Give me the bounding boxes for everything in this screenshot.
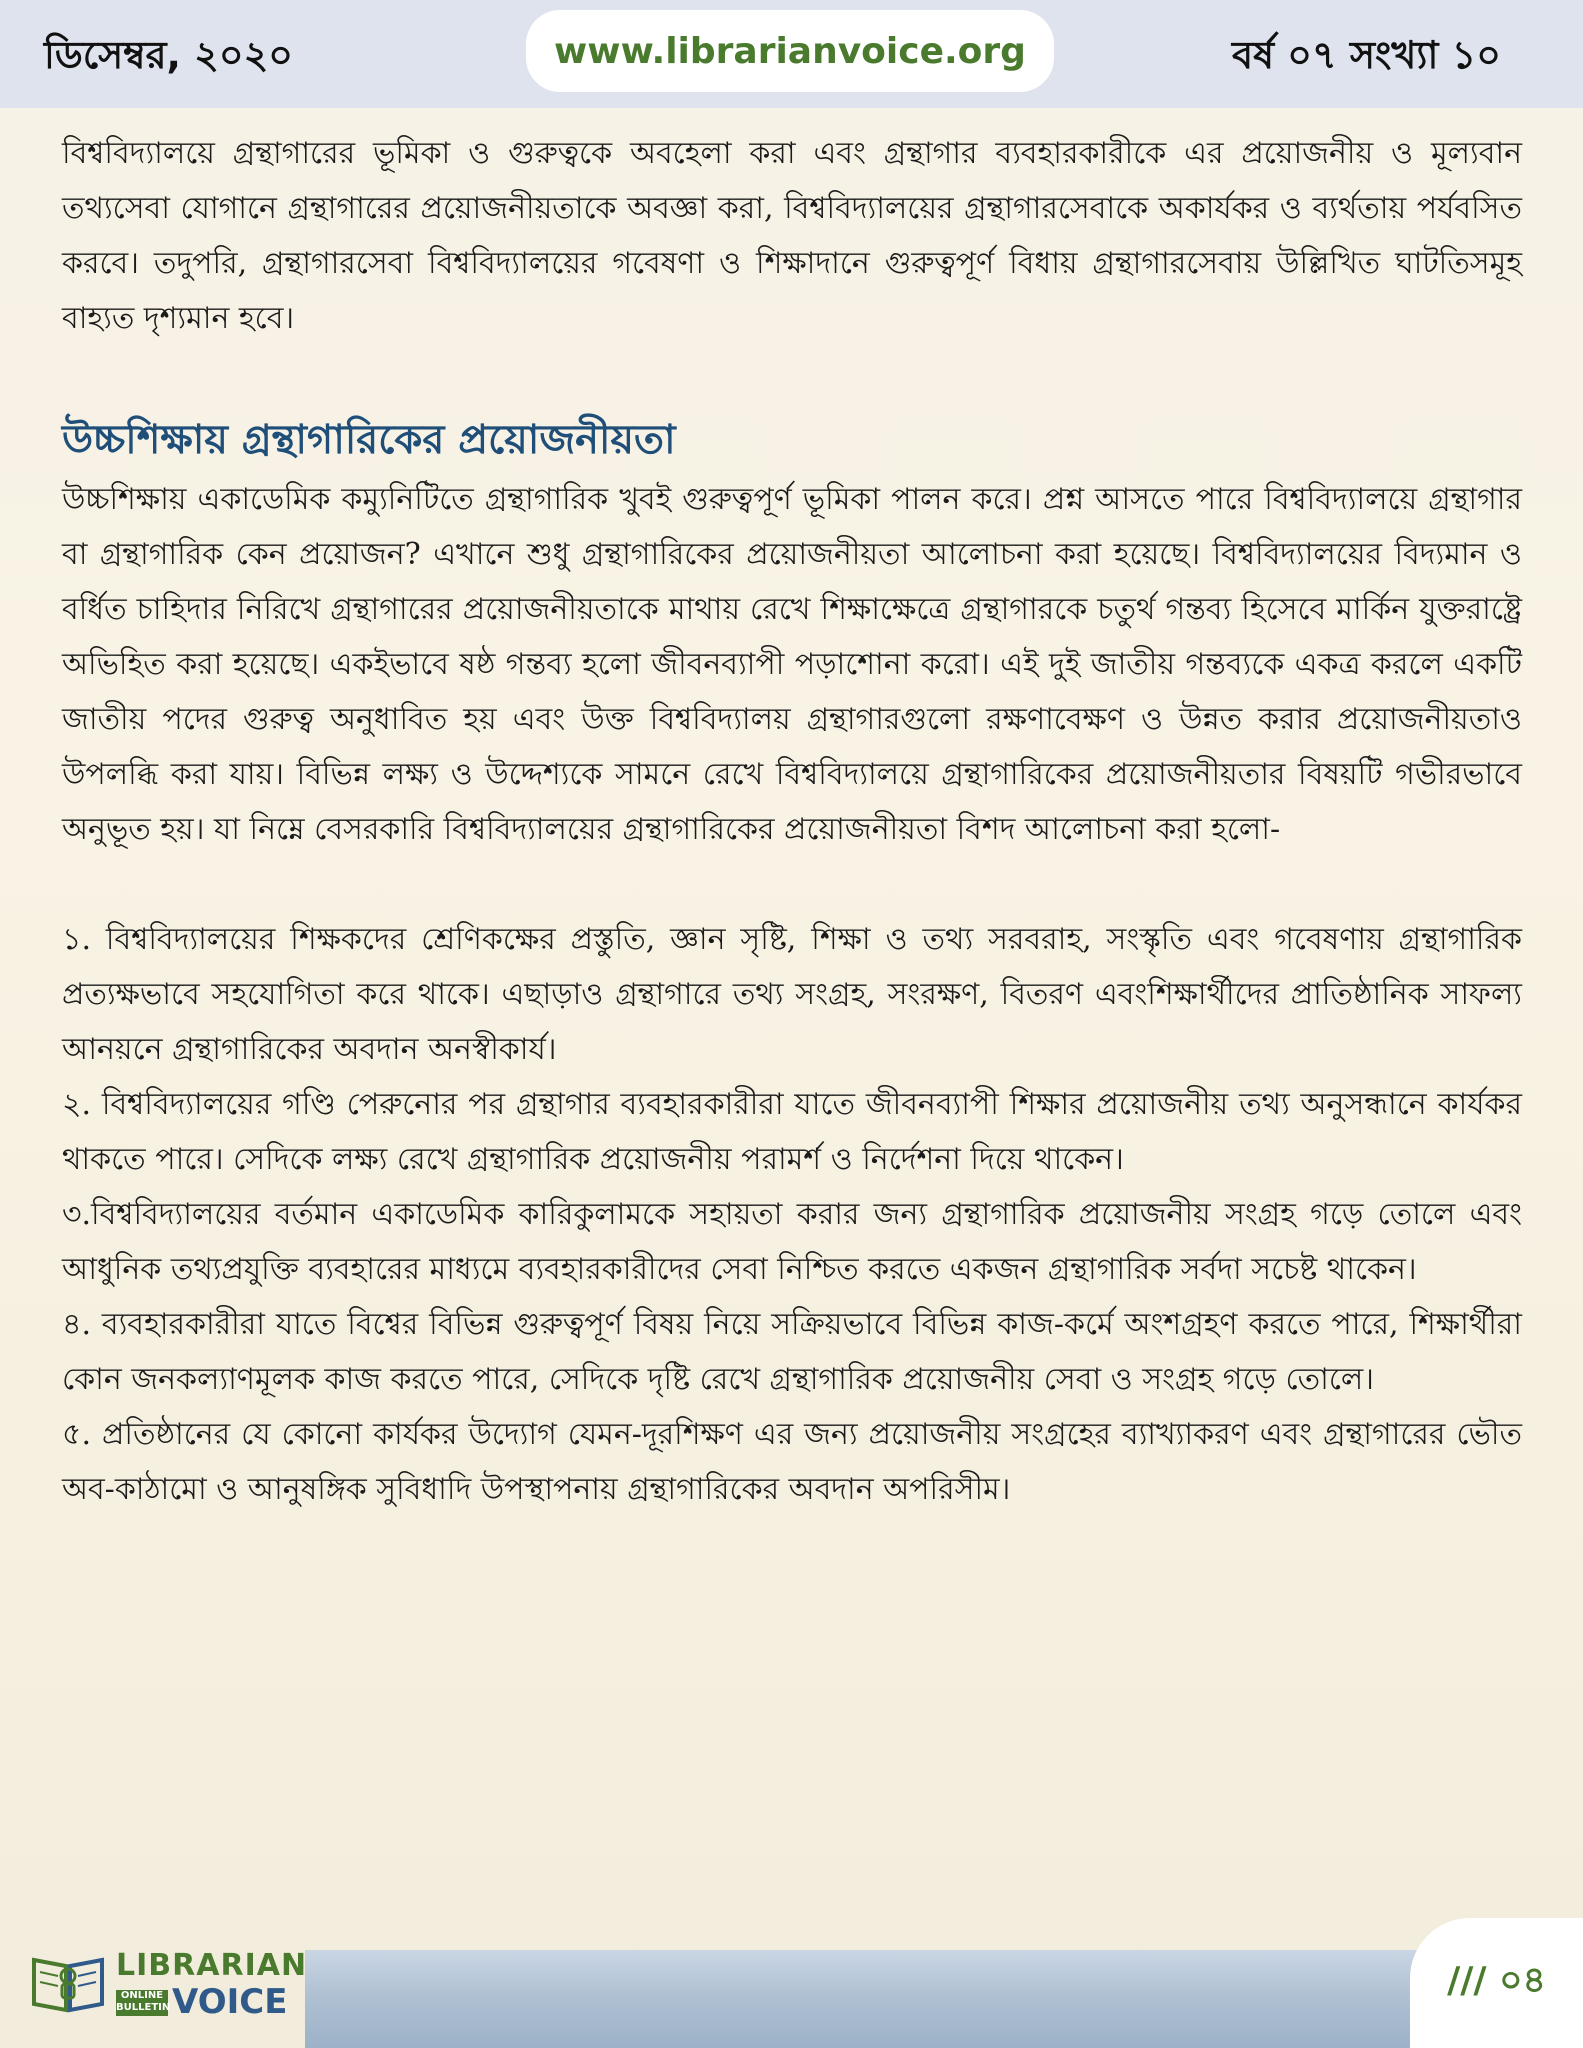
page-header <box>0 0 1583 108</box>
list-item: ৩.বিশ্ববিদ্যালয়ের বর্তমান একাডেমিক কারিকুলামকে সহায়তা করার জন্য গ্রন্থাগারিক প্রয়োজনীয় সংগ্রহ গড়ে তোলে এবং আধুনিক তথ্যপ্রযুক্তি ব্যবহারের মাধ্যমে ব্যবহারকারীদের সেবা নিশ্চিত করতে একজন গ্রন্থাগারিক সর্বদা সচেষ্ট থাকেন। <box>62 1197 1522 1287</box>
website-link[interactable]: www.librarianvoice.org <box>526 10 1054 92</box>
page-number: /// ০৪ <box>1410 1918 1583 2048</box>
logo-tagline-line1: ONLINE <box>120 1990 164 2001</box>
issue-number: বর্ষ ০৭ সংখ্যা ১০ <box>1231 33 1501 77</box>
article-body <box>62 126 1522 1517</box>
logo-tagline-line2: BULLETIN <box>116 2002 171 2013</box>
section-heading: উচ্চশিক্ষায় গ্রন্থাগারিকের প্রয়োজনীয়তা <box>62 417 676 463</box>
numbered-list <box>62 912 1522 1517</box>
list-item: ২. বিশ্ববিদ্যালয়ের গণ্ডি পেরুনোর পর গ্রন্থাগার ব্যবহারকারীরা যাতে জীবনব্যাপী শিক্ষার প্রয়োজনীয় তথ্য অনুসন্ধানে কার্যকর থাকতে পারে। সেদিকে লক্ষ্য রেখে গ্রন্থাগারিক প্রয়োজনীয় পরামর্শ ও নির্দেশনা দিয়ে থাকেন। <box>62 1087 1522 1177</box>
logo-word-librarian: LIBRARIAN <box>116 1948 308 1983</box>
list-item: ৪. ব্যবহারকারীরা যাতে বিশ্বের বিভিন্ন গুরুত্বপূর্ণ বিষয় নিয়ে সক্রিয়ভাবে বিভিন্ন কাজ-কর্মে অংশগ্রহণ করতে পারে, শিক্ষার্থীরা কোন জনকল্যাণমূলক কাজ করতে পারে, সেদিকে দৃষ্টি রেখে গ্রন্থাগারিক প্রয়োজনীয় সেবা ও সংগ্রহ গড়ে তোলে। <box>62 1307 1522 1397</box>
intro-paragraph: বিশ্ববিদ্যালয়ে গ্রন্থাগারের ভূমিকা ও গুরুত্বকে অবহেলা করা এবং গ্রন্থাগার ব্যবহারকারীকে এর প্রয়োজনীয় ও মূল্যবান তথ্যসেবা যোগানে গ্রন্থাগারের প্রয়োজনীয়তাকে অবজ্ঞা করা, বিশ্ববিদ্যালয়ের গ্রন্থাগারসেবাকে অকার্যকর ও ব্যর্থতায় পর্যবসিত করবে। তদুপরি, গ্রন্থাগারসেবা বিশ্ববিদ্যালয়ের গবেষণা ও শিক্ষাদানে গুরুত্বপূর্ণ বিধায় গ্রন্থাগারসেবায় উল্লিখিত ঘাটতিসমূহ বাহ্যত দৃশ্যমান হবে। <box>62 136 1522 336</box>
page-footer <box>0 1918 1583 2048</box>
list-item: ৫. প্রতিষ্ঠানের যে কোনো কার্যকর উদ্যোগ যেমন-দূরশিক্ষণ এর জন্য প্রয়োজনীয় সংগ্রহের ব্যাখ্যাকরণ এবং গ্রন্থাগারের ভৌত অব-কাঠামো ও আনুষঙ্গিক সুবিধাদি উপস্থাপনায় গ্রন্থাগারিকের অবদান অপরিসীম। <box>62 1417 1522 1507</box>
issue-date: ডিসেম্বর, ২০২০ <box>44 33 293 77</box>
section-paragraph: উচ্চশিক্ষায় একাডেমিক কম্যুনিটিতে গ্রন্থাগারিক খুবই গুরুত্বপূর্ণ ভূমিকা পালন করে। প্রশ্ন আসতে পারে বিশ্ববিদ্যালয়ে গ্রন্থাগার বা গ্রন্থাগারিক কেন প্রয়োজন? এখানে শুধু গ্রন্থাগারিকের প্রয়োজনীয়তা আলোচনা করা হয়েছে। বিশ্ববিদ্যালয়ের বিদ্যমান ও বর্ধিত চাহিদার নিরিখে গ্রন্থাগারের প্রয়োজনীয়তাকে মাথায় রেখে শিক্ষাক্ষেত্রে গ্রন্থাগারকে চতুর্থ গন্তব্য হিসেবে মার্কিন যুক্তরাষ্ট্রে অভিহিত করা হয়েছে। একইভাবে ষষ্ঠ গন্তব্য হলো জীবনব্যাপী পড়াশোনা করো। এই দুই জাতীয় গন্তব্যকে একত্র করলে একটি জাতীয় পদের গুরুত্ব অনুধাবিত হয় এবং উক্ত বিশ্ববিদ্যালয় গ্রন্থাগারগুলো রক্ষণাবেক্ষণ ও উন্নত করার প্রয়োজনীয়তাও উপলব্ধি করা যায়। বিভিন্ন লক্ষ্য ও উদ্দেশ্যকে সামনে রেখে বিশ্ববিদ্যালয়ে গ্রন্থাগারিকের প্রয়োজনীয়তার বিষয়টি গভীরভাবে অনুভূত হয়। যা নিম্নে বেসরকারি বিশ্ববিদ্যালয়ের গ্রন্থাগারিকের প্রয়োজনীয়তা বিশদ আলোচনা করা হলো- <box>62 482 1522 847</box>
logo-tagline <box>116 1990 171 2016</box>
librarian-voice-logo <box>28 1946 308 2032</box>
logo-word-voice: VOICE <box>172 1982 288 2022</box>
footer-sea-band <box>305 1950 1425 2048</box>
open-book-icon <box>28 1950 108 2016</box>
list-item: ১. বিশ্ববিদ্যালয়ের শিক্ষকদের শ্রেণিকক্ষের প্রস্তুতি, জ্ঞান সৃষ্টি, শিক্ষা ও তথ্য সরবরাহ, সংস্কৃতি এবং গবেষণায় গ্রন্থাগারিক প্রত্যক্ষভাবে সহযোগিতা করে থাকে। এছাড়াও গ্রন্থাগারে তথ্য সংগ্রহ, সংরক্ষণ, বিতরণ এবংশিক্ষার্থীদের প্রাতিষ্ঠানিক সাফল্য আনয়নে গ্রন্থাগারিকের অবদান অনস্বীকার্য। <box>62 922 1522 1067</box>
